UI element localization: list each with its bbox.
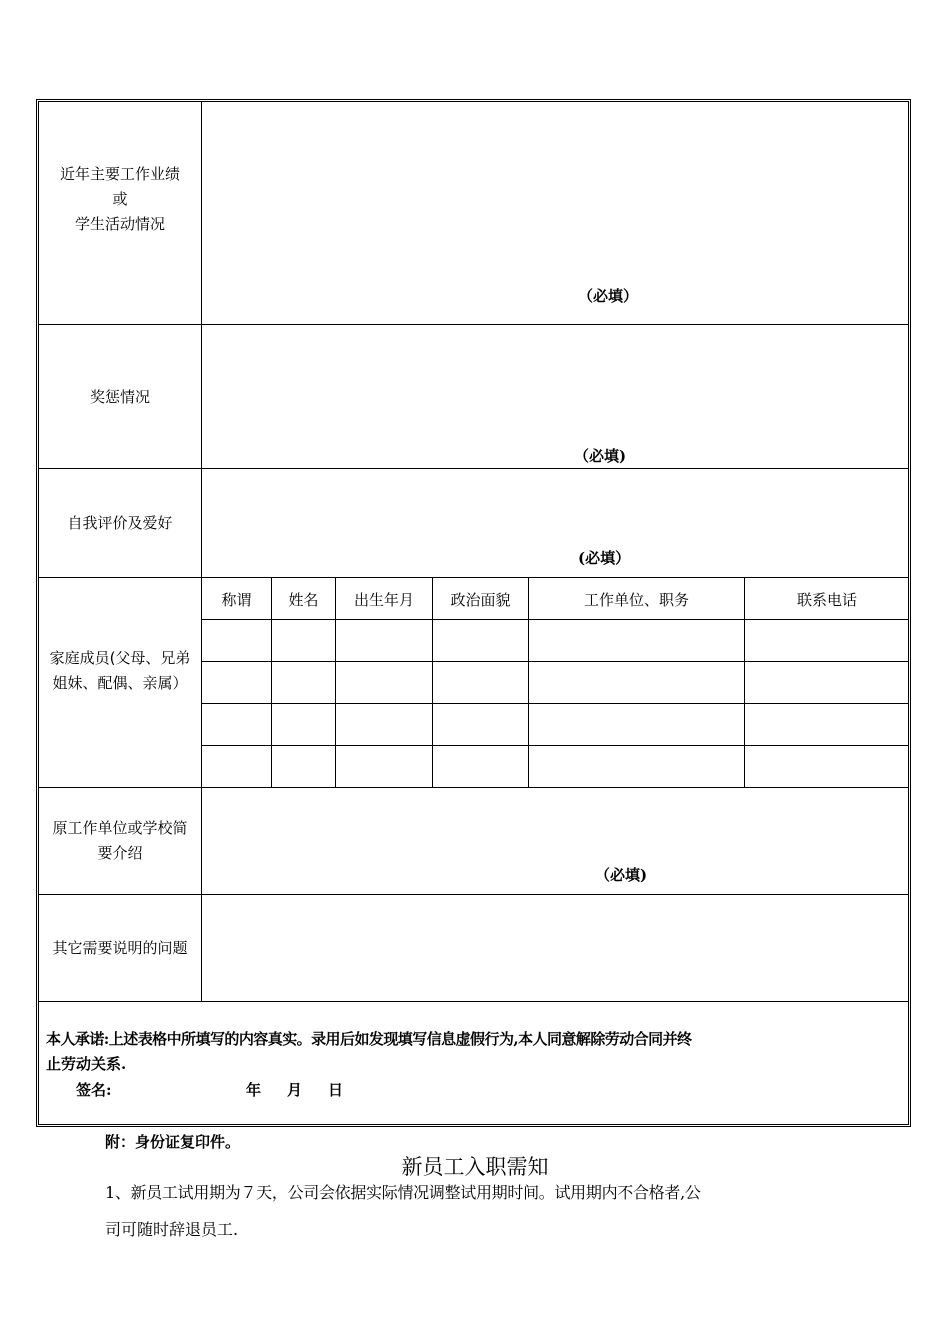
previous-unit-field[interactable] <box>203 788 908 893</box>
previous-unit-label: 原工作单位或学校简 要介绍 <box>52 819 188 862</box>
work-achievements-required: （必填） <box>578 287 639 305</box>
row-divider <box>38 1001 909 1002</box>
rewards-required: （必填) <box>574 447 627 465</box>
other-issues-label: 其它需要说明的问题 <box>52 938 188 957</box>
rewards-field[interactable] <box>203 325 908 467</box>
family-cell[interactable] <box>272 704 335 745</box>
notice-paragraph-line-2: 司可随时辞退员工. <box>105 1220 239 1239</box>
family-cell[interactable] <box>745 662 908 703</box>
family-table-row <box>202 662 909 703</box>
family-cell[interactable] <box>433 746 528 787</box>
previous-unit-required: （必填) <box>595 866 648 884</box>
family-cell[interactable] <box>529 746 744 787</box>
family-table-row <box>202 704 909 745</box>
family-cell[interactable] <box>433 662 528 703</box>
family-cell[interactable] <box>272 662 335 703</box>
attachment-note: 附：身份证复印件。 <box>105 1133 241 1151</box>
family-label: 家庭成员(父母、兄弟 姐妹、配偶、亲属） <box>49 649 191 692</box>
family-cell[interactable] <box>529 620 744 661</box>
family-header-political: 政治面貌 <box>450 590 511 609</box>
family-cell[interactable] <box>529 662 744 703</box>
pledge-line-2: 止劳动关系. <box>46 1055 127 1073</box>
notice-title: 新员工入职需知 <box>401 1155 549 1179</box>
family-cell[interactable] <box>336 620 432 661</box>
signature-field[interactable] <box>130 1077 235 1101</box>
family-cell[interactable] <box>745 620 908 661</box>
family-cell[interactable] <box>203 704 271 745</box>
date-month-label: 月 <box>287 1081 303 1099</box>
family-cell[interactable] <box>433 620 528 661</box>
family-cell[interactable] <box>272 620 335 661</box>
family-header-title: 称谓 <box>221 590 252 609</box>
family-cell[interactable] <box>272 746 335 787</box>
family-header-name: 姓名 <box>288 590 319 609</box>
family-cell[interactable] <box>745 746 908 787</box>
family-cell[interactable] <box>745 704 908 745</box>
self-evaluation-required: (必填） <box>578 549 631 567</box>
family-cell[interactable] <box>433 704 528 745</box>
date-day-label: 日 <box>328 1081 344 1099</box>
family-header-phone: 联系电话 <box>796 590 857 609</box>
family-cell[interactable] <box>336 662 432 703</box>
pledge-line-1: 本人承诺:上述表格中所填写的内容真实。录用后如发现填写信息虚假行为,本人同意解除劳动合同并终 <box>46 1030 692 1048</box>
family-header-work-unit: 工作单位、职务 <box>583 590 689 609</box>
family-table-row <box>202 620 909 661</box>
family-cell[interactable] <box>529 704 744 745</box>
family-header-birth: 出生年月 <box>353 590 414 609</box>
work-achievements-field[interactable] <box>203 102 908 323</box>
self-evaluation-field[interactable] <box>203 469 908 576</box>
family-cell[interactable] <box>203 662 271 703</box>
family-cell[interactable] <box>336 746 432 787</box>
family-cell[interactable] <box>336 704 432 745</box>
date-year-label: 年 <box>246 1081 262 1099</box>
signature-label: 签名: <box>76 1081 112 1099</box>
family-table-row <box>202 746 909 787</box>
family-cell[interactable] <box>203 620 271 661</box>
family-cell[interactable] <box>203 746 271 787</box>
self-evaluation-label: 自我评价及爱好 <box>67 513 173 532</box>
other-issues-field[interactable] <box>203 895 908 1000</box>
rewards-label: 奖惩情况 <box>89 387 150 406</box>
work-achievements-label: 近年主要工作业绩 或 学生活动情况 <box>59 165 180 233</box>
notice-paragraph-line-1: 1、新员工试用期为７天，公司会依据实际情况调整试用期时间。试用期内不合格者,公 <box>105 1183 701 1202</box>
